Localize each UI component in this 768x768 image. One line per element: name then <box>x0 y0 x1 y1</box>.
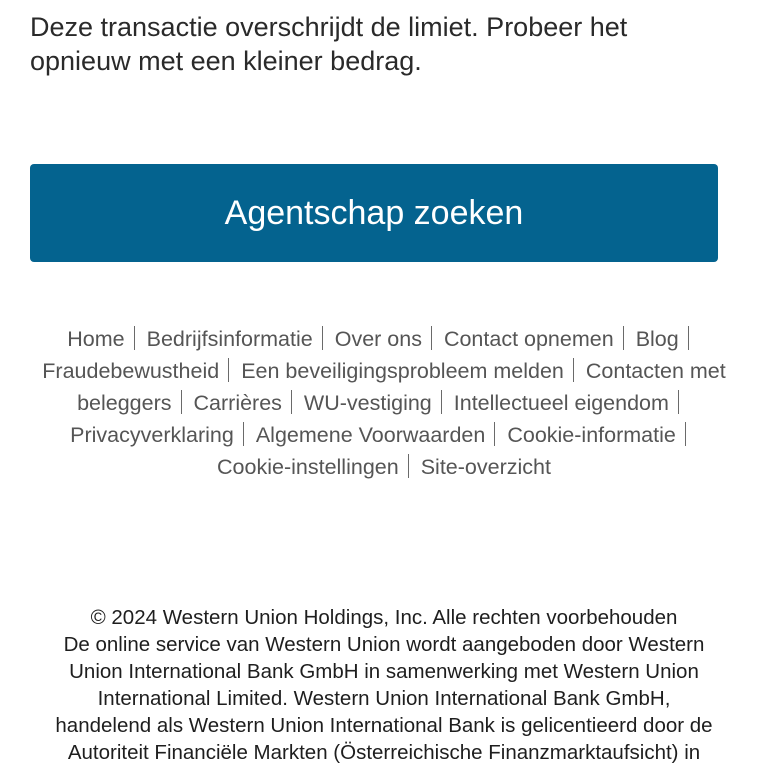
footer-separator <box>243 422 244 446</box>
footer-link-sitemap[interactable]: Site-overzicht <box>420 455 551 479</box>
legal-line: Union International Bank GmbH in samenwerking met Western Union <box>69 660 699 683</box>
footer-link-fraud-awareness[interactable]: Fraudebewustheid <box>42 359 220 383</box>
footer-separator <box>134 326 135 350</box>
footer-separator <box>623 326 624 350</box>
legal-notice <box>20 604 748 766</box>
footer-link-cookie-info[interactable]: Cookie-informatie <box>507 423 676 447</box>
legal-line: De online service van Western Union wordt aangeboden door Western <box>63 633 705 656</box>
footer-link-contact[interactable]: Contact opnemen <box>443 327 614 351</box>
footer-separator <box>431 326 432 350</box>
legal-line: International Limited. Western Union International Bank GmbH, <box>97 687 671 710</box>
footer-separator <box>291 390 292 414</box>
footer-separator <box>688 326 689 350</box>
footer-link-intellectual-property[interactable]: Intellectueel eigendom <box>453 391 669 415</box>
footer-separator <box>494 422 495 446</box>
error-message-line-2: opnieuw met een kleiner bedrag. <box>30 46 422 76</box>
footer-link-report-security-issue[interactable]: Een beveiligingsprobleem melden <box>241 359 564 383</box>
footer-link-company-info[interactable]: Bedrijfsinformatie <box>146 327 313 351</box>
footer-link-about-us[interactable]: Over ons <box>334 327 422 351</box>
footer-separator <box>441 390 442 414</box>
footer-link-cookie-settings[interactable]: Cookie-instellingen <box>217 455 399 479</box>
footer-separator <box>181 390 182 414</box>
legal-line: handelend als Western Union International Bank is gelicentieerd door de <box>55 714 713 737</box>
legal-line: Autoriteit Financiële Markten (Österreichische Finanzmarktaufsicht) in <box>67 741 701 764</box>
footer-separator <box>322 326 323 350</box>
footer-link-home[interactable]: Home <box>67 327 125 351</box>
footer-link-investor-relations[interactable]: Contacten met beleggers <box>77 359 726 415</box>
footer-link-blog[interactable]: Blog <box>635 327 679 351</box>
find-agent-button[interactable]: Agentschap zoeken <box>30 164 718 262</box>
footer-separator <box>678 390 679 414</box>
copyright-line: © 2024 Western Union Holdings, Inc. Alle rechten voorbehouden <box>90 606 678 629</box>
footer-separator <box>228 358 229 382</box>
footer-separator <box>573 358 574 382</box>
footer-link-careers[interactable]: Carrières <box>193 391 282 415</box>
footer-link-terms-and-conditions[interactable]: Algemene Voorwaarden <box>255 423 486 447</box>
footer-link-wu-location[interactable]: WU-vestiging <box>303 391 432 415</box>
footer-link-privacy-statement[interactable]: Privacyverklaring <box>70 423 234 447</box>
footer-nav <box>20 323 748 483</box>
error-message-line-1: Deze transactie overschrijdt de limiet. Probeer het <box>30 12 628 42</box>
footer-separator <box>685 422 686 446</box>
limit-error-message <box>30 10 730 78</box>
footer-separator <box>408 454 409 478</box>
